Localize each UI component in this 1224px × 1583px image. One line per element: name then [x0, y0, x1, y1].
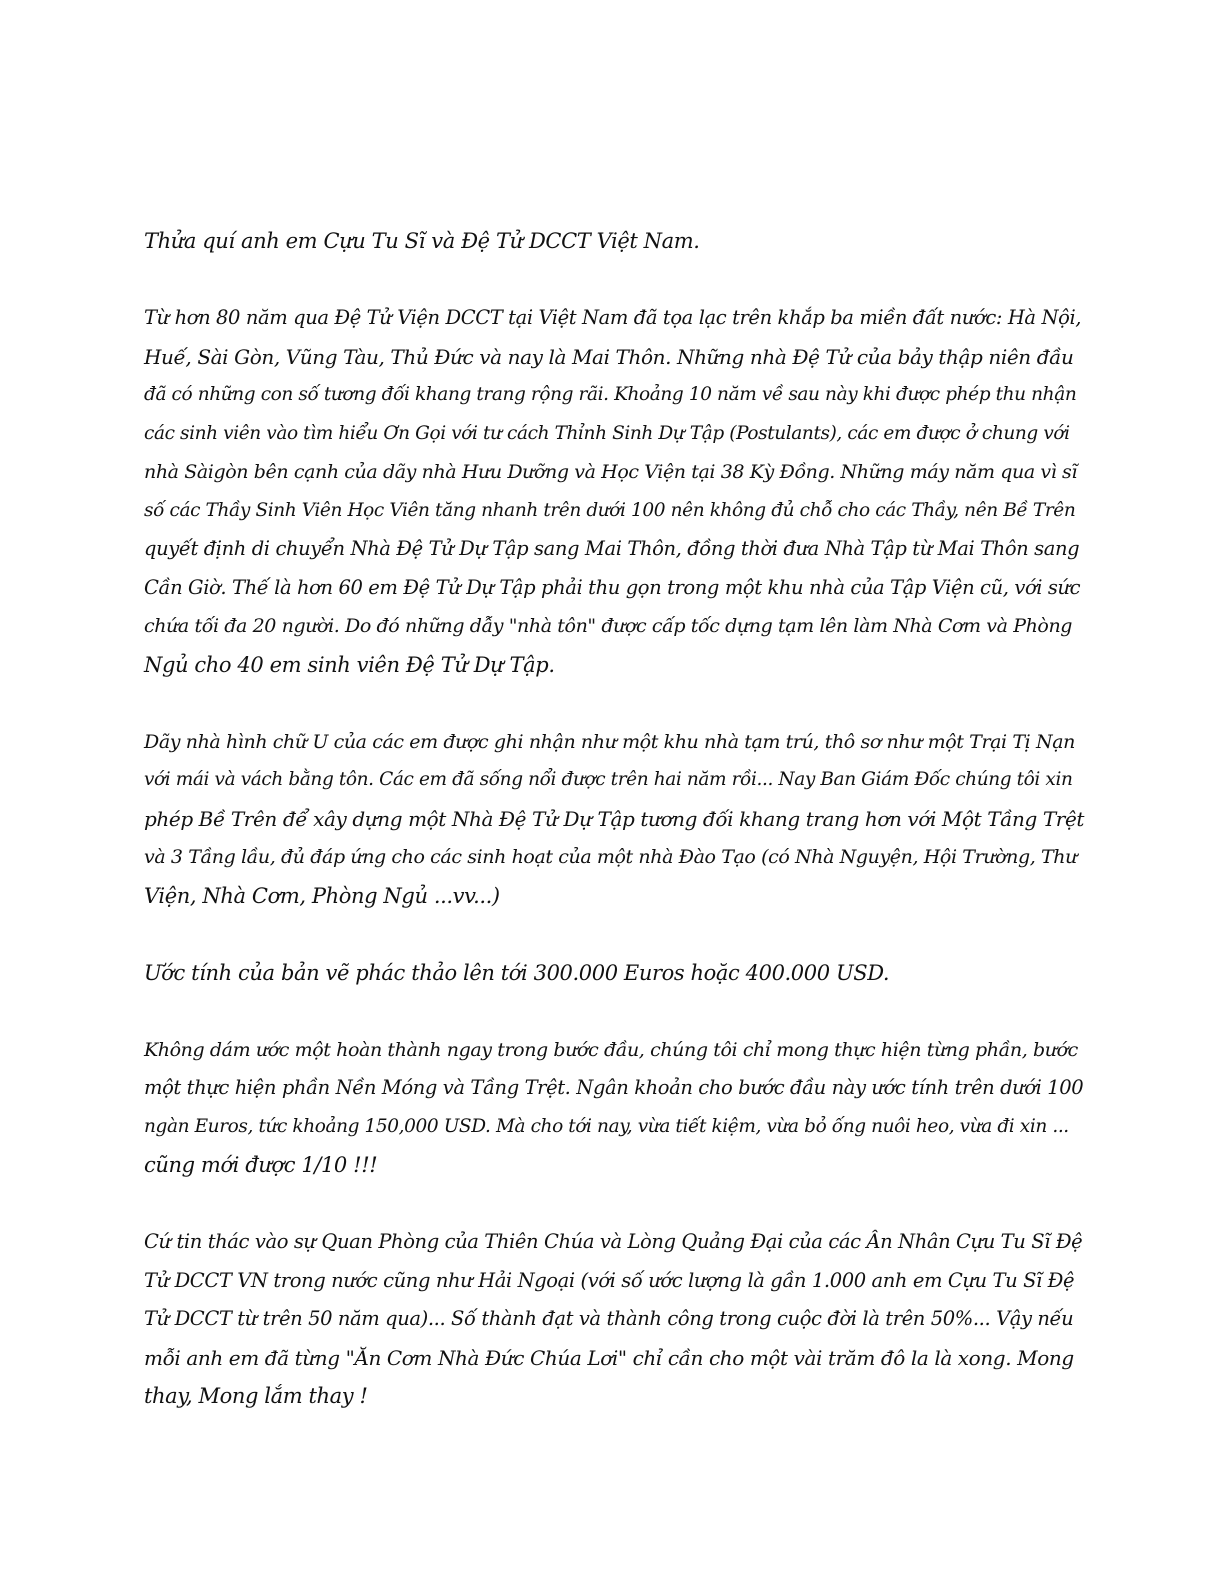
letter-body [144, 222, 1084, 1416]
paragraph-line: ngàn Euros, tức khoảng 150,000 USD. Mà cho tới nay, vừa tiết kiệm, vừa bỏ ống nuôi heo, vừa đi xin ... [144, 1115, 1069, 1137]
greeting: Thửa quí anh em Cựu Tu Sĩ và Đệ Tử DCCT Việt Nam. [144, 229, 700, 253]
paragraph-line: Viện, Nhà Cơm, Phòng Ngủ ...vv...) [144, 883, 500, 908]
paragraph-gap [144, 261, 1084, 300]
paragraph-line: Từ hơn 80 năm qua Đệ Tử Viện DCCT tại Việt Nam đã tọa lạc trên khắp ba miền đất nước: Hà Nội, [144, 306, 1082, 329]
paragraph-line: cũng mới được 1/10 !!! [144, 1153, 378, 1177]
paragraph-line: Ước tính của bản vẽ phác thảo lên tới 300.000 Euros hoặc 400.000 USD. [144, 960, 890, 985]
paragraph-line: với mái và vách bằng tôn. Các em đã sống nổi được trên hai năm rồi... Nay Ban Giám Đốc chúng tôi xin [144, 769, 1073, 790]
paragraph-line: các sinh viên vào tìm hiểu Ơn Gọi với tư cách Thỉnh Sinh Dự Tập (Postulants), các em được ở chung với [144, 422, 1070, 444]
paragraph-gap [144, 992, 1084, 1031]
paragraph-line: phép Bề Trên để xây dựng một Nhà Đệ Tử Dự Tập tương đối khang trang hơn với Một Tầng Trệt [144, 806, 1085, 831]
paragraph-line: Huế, Sài Gòn, Vũng Tàu, Thủ Đức và nay là Mai Thôn. Những nhà Đệ Tử của bảy thập niên đầu [144, 344, 1074, 369]
paragraph-gap [144, 684, 1084, 723]
paragraph-gap [144, 1185, 1084, 1224]
paragraph-line: đã có những con số tương đối khang trang rộng rãi. Khoảng 10 năm về sau này khi được phép thu nhận [144, 384, 1077, 405]
paragraph-line: Ngủ cho 40 em sinh viên Đệ Tử Dự Tập. [144, 652, 555, 677]
paragraph-line: mỗi anh em đã từng "Ăn Cơm Nhà Đức Chúa Lơi" chỉ cần cho một vài trăm đô la là xong. Mong [144, 1345, 1074, 1370]
paragraph-line: thay, Mong lắm thay ! [144, 1384, 368, 1408]
paragraph-line: chứa tối đa 20 người. Do đó những dẫy "nhà tôn" được cấp tốc dựng tạm lên làm Nhà Cơm và Phòng [144, 615, 1073, 637]
paragraph-estimate [144, 954, 1084, 993]
paragraph-line: Tử DCCT VN trong nước cũng như Hải Ngoại (với số ước lượng là gần 1.000 anh em Cựu Tu Sĩ Đệ [144, 1268, 1075, 1292]
paragraph-history [144, 299, 1084, 684]
paragraph-line: Dãy nhà hình chữ U của các em được ghi nhận như một khu nhà tạm trú, thô sơ như một Trại Tị Nạn [144, 730, 1075, 753]
paragraph-line: và 3 Tầng lầu, đủ đáp ứng cho các sinh hoạt của một nhà Đào Tạo (có Nhà Nguyện, Hội Trường, Thư [144, 846, 1077, 868]
paragraph-line: Không dám ước một hoàn thành ngay trong bước đầu, chúng tôi chỉ mong thực hiện từng phần, bước [144, 1038, 1078, 1061]
paragraph-line: Cứ tin thác vào sự Quan Phòng của Thiên Chúa và Lòng Quảng Đại của các Ân Nhân Cựu Tu Sĩ Đệ [144, 1230, 1083, 1253]
paragraph-line: một thực hiện phần Nền Móng và Tầng Trệt. Ngân khoản cho bước đầu này ước tính trên dưới 100 [144, 1076, 1084, 1099]
paragraph-line: Cần Giờ. Thế là hơn 60 em Đệ Tử Dự Tập phải thu gọn trong một khu nhà của Tập Viện cũ, với sức [144, 575, 1081, 599]
paragraph-building-plan [144, 723, 1084, 916]
paragraph-first-phase [144, 1031, 1084, 1185]
paragraph-gap [144, 915, 1084, 954]
paragraph-line: nhà Sàigòn bên cạnh của dãy nhà Hưu Dưỡng và Học Viện tại 38 Kỳ Đồng. Những máy năm qua vì sĩ [144, 461, 1078, 483]
paragraph-line: số các Thầy Sinh Viên Học Viên tăng nhanh trên dưới 100 nên không đủ chỗ cho các Thầy, nên Bề Trên [144, 499, 1076, 521]
paragraph-line: quyết định di chuyển Nhà Đệ Tử Dự Tập sang Mai Thôn, đồng thời đưa Nhà Tập từ Mai Thôn sang [144, 537, 1080, 560]
paragraph-appeal [144, 1223, 1084, 1416]
paragraph-line: Tử DCCT từ trên 50 năm qua)... Số thành đạt và thành công trong cuộc đời là trên 50%... Vậy nếu [144, 1307, 1074, 1330]
